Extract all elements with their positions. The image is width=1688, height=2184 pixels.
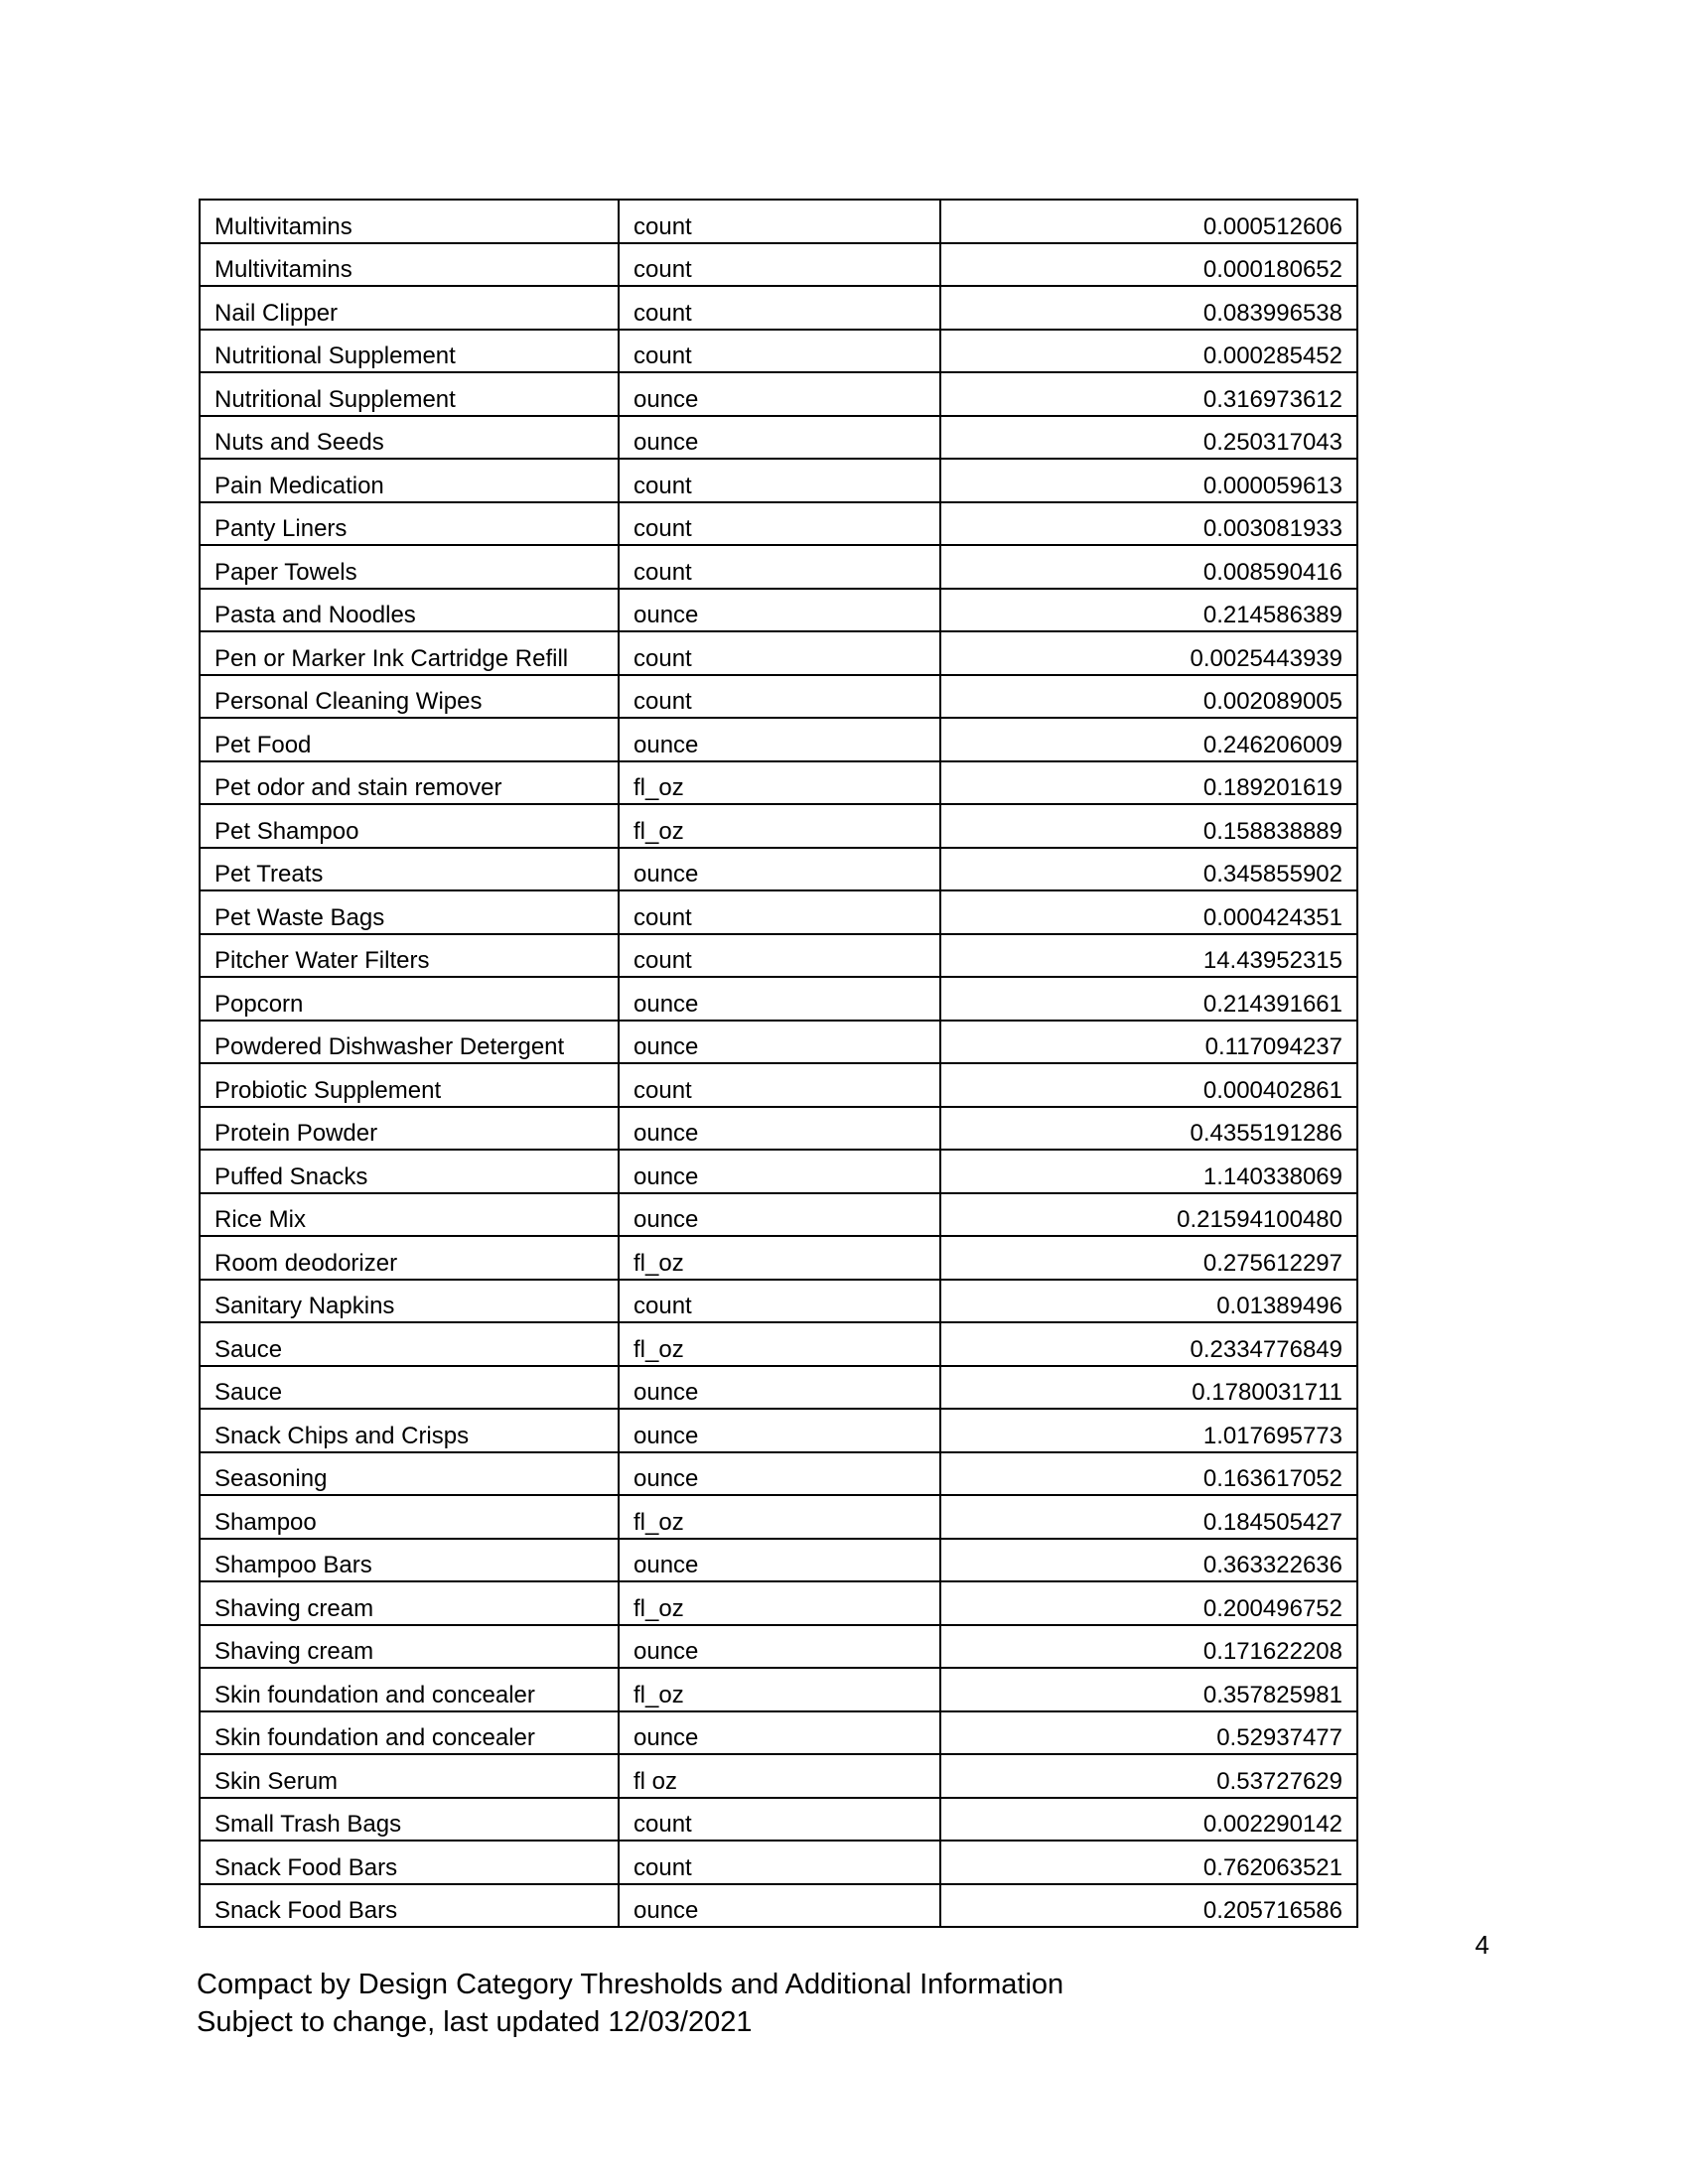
category-cell: Powdered Dishwasher Detergent <box>200 1021 619 1064</box>
value-cell: 0.01389496 <box>940 1280 1357 1323</box>
unit-cell: ounce <box>619 589 940 632</box>
category-cell: Probiotic Supplement <box>200 1063 619 1107</box>
value-cell: 0.316973612 <box>940 372 1357 416</box>
table-row <box>200 848 1357 891</box>
table-row <box>200 977 1357 1021</box>
table-row <box>200 1581 1357 1625</box>
category-cell: Shampoo Bars <box>200 1539 619 1582</box>
value-cell: 0.21594100480 <box>940 1193 1357 1237</box>
unit-cell: count <box>619 1798 940 1842</box>
value-cell: 0.2334776849 <box>940 1322 1357 1366</box>
unit-cell: ounce <box>619 372 940 416</box>
value-cell: 0.250317043 <box>940 416 1357 460</box>
table-row <box>200 1884 1357 1928</box>
unit-cell: count <box>619 1063 940 1107</box>
value-cell: 0.52937477 <box>940 1711 1357 1755</box>
unit-cell: ounce <box>619 1021 940 1064</box>
category-cell: Sauce <box>200 1322 619 1366</box>
value-cell: 0.246206009 <box>940 718 1357 761</box>
unit-cell: fl_oz <box>619 1668 940 1711</box>
table-row <box>200 243 1357 287</box>
unit-cell: ounce <box>619 416 940 460</box>
unit-cell: count <box>619 934 940 978</box>
unit-cell: count <box>619 545 940 589</box>
category-cell: Small Trash Bags <box>200 1798 619 1842</box>
table-row <box>200 545 1357 589</box>
category-cell: Pet Food <box>200 718 619 761</box>
table-row <box>200 934 1357 978</box>
value-cell: 0.214586389 <box>940 589 1357 632</box>
table-row <box>200 1021 1357 1064</box>
value-cell: 0.003081933 <box>940 502 1357 546</box>
table-row <box>200 459 1357 502</box>
unit-cell: ounce <box>619 1539 940 1582</box>
category-cell: Snack Food Bars <box>200 1884 619 1928</box>
unit-cell: fl_oz <box>619 1581 940 1625</box>
value-cell: 0.184505427 <box>940 1495 1357 1539</box>
unit-cell: fl_oz <box>619 1495 940 1539</box>
table-row <box>200 1280 1357 1323</box>
unit-cell: count <box>619 631 940 675</box>
value-cell: 0.000059613 <box>940 459 1357 502</box>
table-row <box>200 1452 1357 1496</box>
category-cell: Shampoo <box>200 1495 619 1539</box>
table-row <box>200 1150 1357 1193</box>
value-cell: 0.214391661 <box>940 977 1357 1021</box>
value-cell: 0.000512606 <box>940 200 1357 243</box>
unit-cell: count <box>619 1280 940 1323</box>
unit-cell: ounce <box>619 1711 940 1755</box>
unit-cell: ounce <box>619 1107 940 1151</box>
value-cell: 0.002089005 <box>940 675 1357 719</box>
table-row <box>200 1668 1357 1711</box>
unit-cell: fl_oz <box>619 1322 940 1366</box>
value-cell: 0.002290142 <box>940 1798 1357 1842</box>
category-cell: Paper Towels <box>200 545 619 589</box>
category-cell: Snack Food Bars <box>200 1841 619 1884</box>
unit-cell: count <box>619 1841 940 1884</box>
unit-cell: count <box>619 502 940 546</box>
value-cell: 0.53727629 <box>940 1754 1357 1798</box>
unit-cell: ounce <box>619 1452 940 1496</box>
category-cell: Multivitamins <box>200 243 619 287</box>
unit-cell: count <box>619 243 940 287</box>
category-cell: Nuts and Seeds <box>200 416 619 460</box>
value-cell: 1.140338069 <box>940 1150 1357 1193</box>
table-row <box>200 1322 1357 1366</box>
category-cell: Pain Medication <box>200 459 619 502</box>
page-footer <box>197 1966 1063 2041</box>
unit-cell: ounce <box>619 1366 940 1410</box>
table-row <box>200 502 1357 546</box>
unit-cell: count <box>619 675 940 719</box>
category-cell: Nutritional Supplement <box>200 330 619 373</box>
footer-title: Compact by Design Category Thresholds and Additional Information <box>197 1969 1064 2000</box>
table-row <box>200 1711 1357 1755</box>
value-cell: 0.083996538 <box>940 286 1357 330</box>
category-cell: Personal Cleaning Wipes <box>200 675 619 719</box>
unit-cell: count <box>619 286 940 330</box>
category-cell: Pasta and Noodles <box>200 589 619 632</box>
unit-cell: ounce <box>619 1409 940 1452</box>
category-cell: Room deodorizer <box>200 1236 619 1280</box>
category-cell: Nail Clipper <box>200 286 619 330</box>
unit-cell: ounce <box>619 1150 940 1193</box>
category-cell: Pet odor and stain remover <box>200 761 619 805</box>
value-cell: 0.275612297 <box>940 1236 1357 1280</box>
table-row <box>200 1539 1357 1582</box>
value-cell: 0.4355191286 <box>940 1107 1357 1151</box>
category-cell: Snack Chips and Crisps <box>200 1409 619 1452</box>
unit-cell: ounce <box>619 1884 940 1928</box>
category-cell: Pet Waste Bags <box>200 890 619 934</box>
page-number: 4 <box>1475 1930 1489 1960</box>
table-row <box>200 372 1357 416</box>
table-row <box>200 589 1357 632</box>
table-row <box>200 631 1357 675</box>
value-cell: 0.200496752 <box>940 1581 1357 1625</box>
category-cell: Sanitary Napkins <box>200 1280 619 1323</box>
category-cell: Pitcher Water Filters <box>200 934 619 978</box>
category-cell: Pet Shampoo <box>200 804 619 848</box>
category-cell: Skin foundation and concealer <box>200 1711 619 1755</box>
unit-cell: count <box>619 200 940 243</box>
table-row <box>200 286 1357 330</box>
table-row <box>200 200 1357 243</box>
value-cell: 0.762063521 <box>940 1841 1357 1884</box>
category-cell: Seasoning <box>200 1452 619 1496</box>
category-cell: Skin foundation and concealer <box>200 1668 619 1711</box>
unit-cell: ounce <box>619 848 940 891</box>
value-cell: 0.363322636 <box>940 1539 1357 1582</box>
value-cell: 14.43952315 <box>940 934 1357 978</box>
table-row <box>200 416 1357 460</box>
value-cell: 0.0025443939 <box>940 631 1357 675</box>
category-cell: Pen or Marker Ink Cartridge Refill <box>200 631 619 675</box>
unit-cell: ounce <box>619 1625 940 1669</box>
category-cell: Popcorn <box>200 977 619 1021</box>
category-cell: Puffed Snacks <box>200 1150 619 1193</box>
unit-cell: ounce <box>619 1193 940 1237</box>
category-cell: Rice Mix <box>200 1193 619 1237</box>
table-body <box>200 200 1357 1927</box>
unit-cell: count <box>619 459 940 502</box>
unit-cell: count <box>619 330 940 373</box>
table-row <box>200 761 1357 805</box>
thresholds-table <box>199 199 1358 1928</box>
table-row <box>200 1063 1357 1107</box>
category-cell: Nutritional Supplement <box>200 372 619 416</box>
category-cell: Shaving cream <box>200 1581 619 1625</box>
table-row <box>200 330 1357 373</box>
value-cell: 0.000285452 <box>940 330 1357 373</box>
table-row <box>200 1409 1357 1452</box>
table-row <box>200 718 1357 761</box>
value-cell: 0.345855902 <box>940 848 1357 891</box>
value-cell: 0.189201619 <box>940 761 1357 805</box>
table-row <box>200 1107 1357 1151</box>
table-row <box>200 1495 1357 1539</box>
unit-cell: ounce <box>619 718 940 761</box>
value-cell: 0.357825981 <box>940 1668 1357 1711</box>
category-cell: Pet Treats <box>200 848 619 891</box>
table-row <box>200 1366 1357 1410</box>
unit-cell: fl_oz <box>619 761 940 805</box>
category-cell: Multivitamins <box>200 200 619 243</box>
value-cell: 0.171622208 <box>940 1625 1357 1669</box>
value-cell: 0.205716586 <box>940 1884 1357 1928</box>
value-cell: 0.158838889 <box>940 804 1357 848</box>
table-row <box>200 1754 1357 1798</box>
category-cell: Shaving cream <box>200 1625 619 1669</box>
unit-cell: count <box>619 890 940 934</box>
table-row <box>200 1841 1357 1884</box>
table-row <box>200 1193 1357 1237</box>
value-cell: 0.008590416 <box>940 545 1357 589</box>
table-row <box>200 1798 1357 1842</box>
footer-updated: Subject to change, last updated 12/03/2021 <box>197 2006 753 2038</box>
table-row <box>200 1236 1357 1280</box>
value-cell: 0.163617052 <box>940 1452 1357 1496</box>
category-cell: Sauce <box>200 1366 619 1410</box>
unit-cell: fl_oz <box>619 804 940 848</box>
unit-cell: fl oz <box>619 1754 940 1798</box>
table-row <box>200 675 1357 719</box>
value-cell: 0.000424351 <box>940 890 1357 934</box>
value-cell: 0.1780031711 <box>940 1366 1357 1410</box>
category-cell: Protein Powder <box>200 1107 619 1151</box>
category-cell: Panty Liners <box>200 502 619 546</box>
table-row <box>200 1625 1357 1669</box>
value-cell: 1.017695773 <box>940 1409 1357 1452</box>
unit-cell: ounce <box>619 977 940 1021</box>
value-cell: 0.000180652 <box>940 243 1357 287</box>
unit-cell: fl_oz <box>619 1236 940 1280</box>
value-cell: 0.117094237 <box>940 1021 1357 1064</box>
category-cell: Skin Serum <box>200 1754 619 1798</box>
table-row <box>200 890 1357 934</box>
value-cell: 0.000402861 <box>940 1063 1357 1107</box>
table-row <box>200 804 1357 848</box>
